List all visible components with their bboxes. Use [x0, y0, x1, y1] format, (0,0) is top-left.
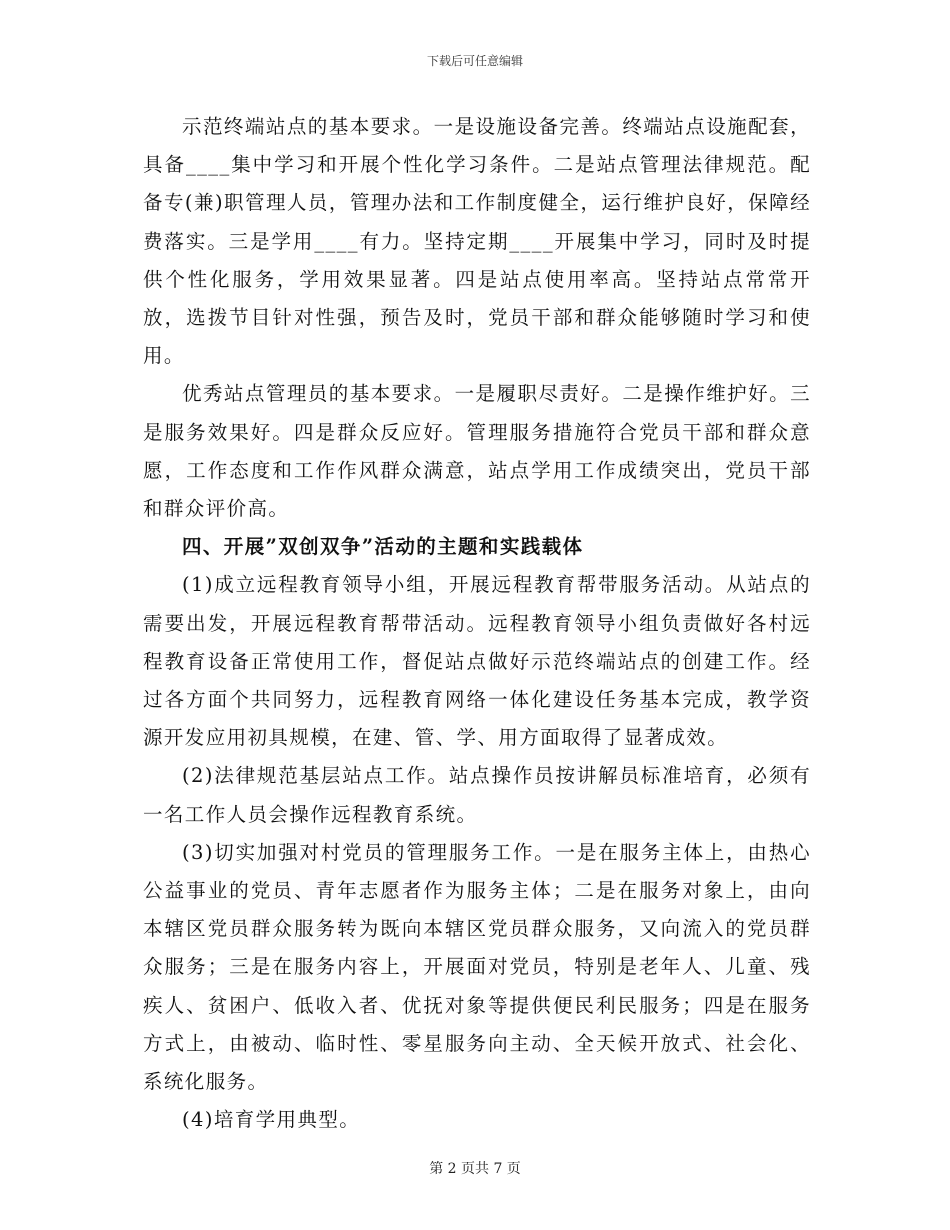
paragraph-demo-site-requirements: 示范终端站点的基本要求。一是设施设备完善。终端站点设施配套，具备____集中学习和开展个性化学习条件。二是站点管理法律规范。配备专(兼)职管理人员，管理办法和工作制度健全，运行维护良好，保障经费落实。三是学用____有力。坚持定期____开展集中学习，同时及时提供个性化服务，学用效果显著。四是站点使用率高。坚持站点常常开放，选拨节目针对性强，预告及时，党员干部和群众能够随时学习和使用。 [143, 115, 811, 368]
list-item-2: (2)法律规范基层站点工作。站点操作员按讲解员标准培育，必须有一名工作人员会操作远程教育系统。 [143, 764, 811, 826]
list-item-4: (4)培育学用典型。 [182, 1108, 361, 1132]
page-number-footer: 第 2 页共 7 页 [429, 1161, 521, 1177]
document-body [143, 108, 811, 1139]
section-heading: 四、开展”双创双争”活动的主题和实践载体 [182, 535, 584, 559]
list-item-1: (1)成立远程教育领导小组，开展远程教育帮带服务活动。从站点的需要出发，开展远程教育帮带活动。远程教育领导小组负责做好各村远程教育设备正常使用工作，督促站点做好示范终端站点的创建工作。经过各方面个共同努力，远程教育网络一体化建设任务基本完成，教学资源开发应用初具规模，在建、管、学、用方面取得了显著成效。 [143, 573, 811, 750]
page-header: 下载后可任意编辑 [426, 54, 523, 68]
list-item-3: (3)切实加强对村党员的管理服务工作。一是在服务主体上，由热心公益事业的党员、青年志愿者作为服务主体；二是在服务对象上，由向本辖区党员群众服务转为既向本辖区党员群众服务，又向流入的党员群众服务；三是在服务内容上，开展面对党员，特别是老年人、儿童、残疾人、贫困户、低收入者、优抚对象等提供便民利民服务；四是在服务方式上，由被动、临时性、零星服务向主动、全天候开放式、社会化、系统化服务。 [143, 840, 811, 1094]
paragraph-site-manager-requirements: 优秀站点管理员的基本要求。一是履职尽责好。二是操作维护好。三是服务效果好。四是群众反应好。管理服务措施符合党员干部和群众意愿，工作态度和工作作风群众满意，站点学用工作成绩突出，党员干部和群众评价高。 [143, 382, 811, 521]
